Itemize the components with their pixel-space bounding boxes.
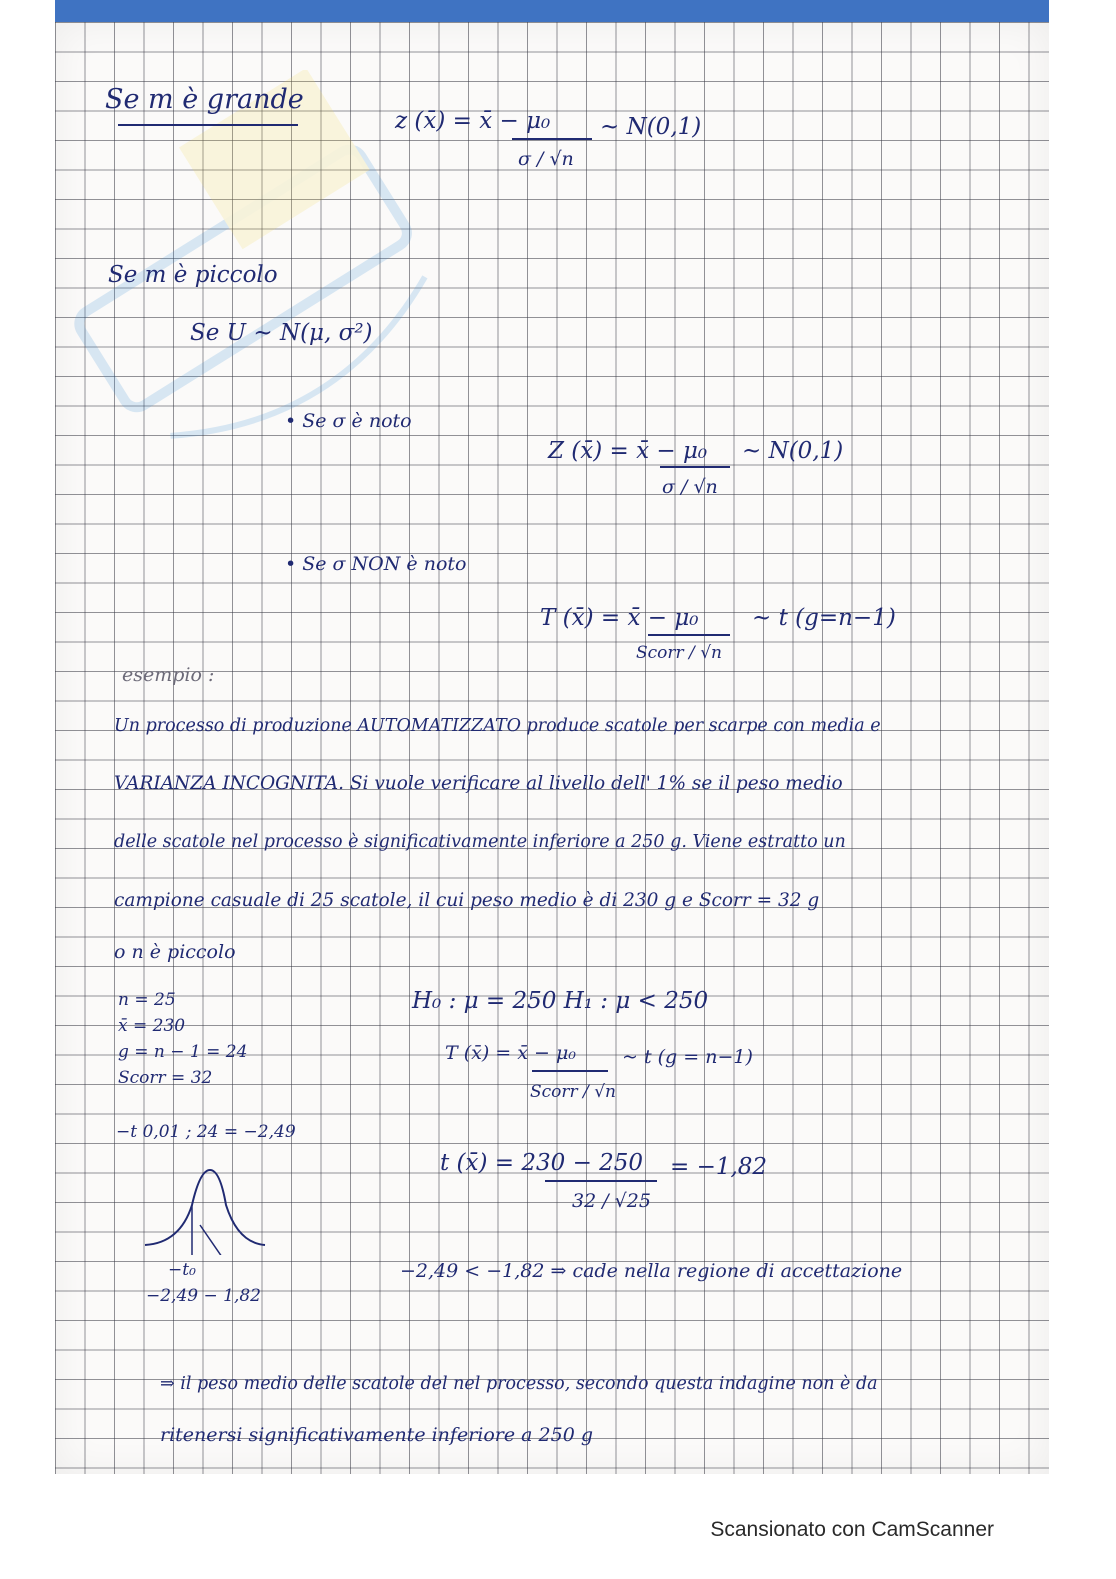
formula-large-distribution: ~ N(0,1) — [600, 114, 702, 140]
t-distribution-curve — [140, 1165, 270, 1255]
t-calc-result: = −1,82 — [670, 1154, 768, 1180]
hypotheses: H₀ : μ = 250 H₁ : μ < 250 — [412, 988, 709, 1014]
heading-small-n: Se m è piccolo — [108, 262, 278, 288]
small-n-note: o n è piccolo — [114, 941, 236, 963]
given-n: n = 25 — [118, 990, 176, 1010]
scanner-footer: Scansionato con CamScanner — [710, 1518, 994, 1541]
given-mean: x̄ = 230 — [118, 1016, 186, 1036]
conclusion-line-2: ritenersi significativamente inferiore a 250 g — [160, 1424, 593, 1446]
curve-label-left: −t₀ — [168, 1260, 196, 1280]
top-edge-band — [55, 0, 1049, 22]
t-formula-distribution: ~ t (g = n−1) — [622, 1046, 753, 1068]
formula-unknown-numerator: T (x̄) = x̄ − μ₀ — [540, 605, 699, 631]
formula-unknown-fraction-bar — [648, 634, 730, 636]
problem-line-3: delle scatole nel processo è significativamente inferiore a 250 g. Viene estratto un — [114, 832, 846, 852]
formula-known-numerator: Z (x̄) = x̄ − μ₀ — [548, 438, 708, 464]
formula-large-fraction-bar — [512, 138, 592, 140]
critical-value: −t 0,01 ; 24 = −2,49 — [116, 1122, 296, 1142]
example-label: esempio : — [122, 664, 215, 686]
problem-line-2: VARIANZA INCOGNITA. Si vuole verificare al livello dell' 1% se il peso medio — [114, 773, 843, 794]
t-calc-denominator: 32 / √25 — [572, 1190, 651, 1212]
formula-unknown-denominator: Scorr / √n — [636, 643, 722, 663]
given-df: g = n − 1 = 24 — [118, 1042, 248, 1062]
curve-values: −2,49 − 1,82 — [146, 1286, 261, 1306]
t-calc-fraction-bar — [545, 1180, 657, 1182]
t-formula-numerator: T (x̄) = x̄ − μ₀ — [445, 1042, 576, 1064]
formula-known-denominator: σ / √n — [662, 476, 718, 498]
case-sigma-known: • Se σ è noto — [285, 410, 412, 432]
formula-large-denominator: σ / √n — [518, 148, 574, 170]
formula-known-fraction-bar — [660, 466, 730, 468]
formula-known-distribution: ~ N(0,1) — [742, 438, 844, 464]
given-scorr: Scorr = 32 — [118, 1068, 213, 1088]
t-formula-fraction-bar — [532, 1070, 608, 1072]
formula-large-numerator: z (x̄) = x̄ − μ₀ — [395, 108, 551, 134]
heading-large-n: Se m è grande — [105, 84, 304, 115]
formula-unknown-distribution: ~ t (g=n−1) — [752, 605, 896, 631]
heading-underline — [118, 124, 298, 126]
grid-paper-sheet — [55, 22, 1049, 1474]
problem-line-4: campione casuale di 25 scatole, il cui peso medio è di 230 g e Scorr = 32 g — [114, 890, 820, 911]
t-calc-numerator: t (x̄) = 230 − 250 — [440, 1150, 644, 1176]
normal-condition: Se U ~ N(μ, σ²) — [190, 320, 373, 346]
conclusion-line-1: ⇒ il peso medio delle scatole del nel processo, secondo questa indagine non è da — [160, 1374, 878, 1394]
problem-line-1: Un processo di produzione AUTOMATIZZATO produce scatole per scarpe con media e — [114, 716, 881, 736]
case-sigma-unknown: • Se σ NON è noto — [285, 553, 467, 575]
t-formula-denominator: Scorr / √n — [530, 1082, 616, 1102]
comparison: −2,49 < −1,82 ⇒ cade nella regione di accettazione — [400, 1260, 903, 1282]
